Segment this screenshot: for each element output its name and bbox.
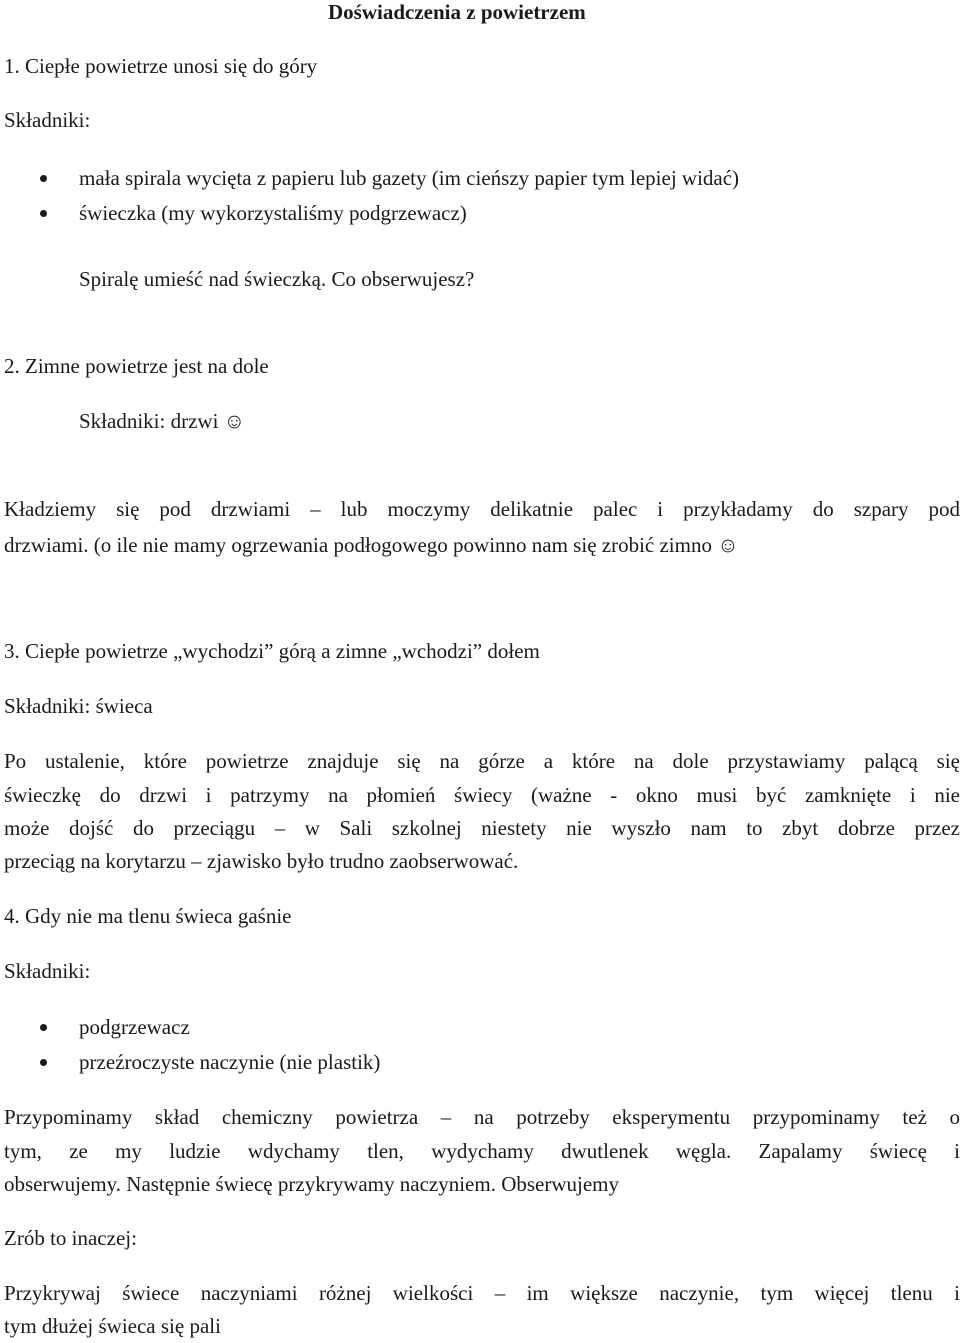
exp4-item: przeźroczyste naczynie (nie plastik) — [79, 1050, 381, 1074]
exp1-item: świeczka (my wykorzystaliśmy podgrzewacz) — [79, 201, 467, 225]
exp3-paragraph-line: może dojść do przeciągu – w Sali szkolnej niestety nie wyszło nam to zbyt dobrze przez — [4, 816, 960, 840]
exp4-heading: 4. Gdy nie ma tlenu świeca gaśnie — [4, 904, 292, 928]
exp2-paragraph-line: drzwiami. (o ile nie mamy ogrzewania podłogowego powinno nam się zrobić zimno ☺ — [4, 533, 739, 557]
bullet-icon — [40, 175, 47, 182]
exp3-paragraph-line: Po ustalenie, które powietrze znajduje się na górze a które na dole przystawiamy palącą się — [4, 749, 960, 773]
exp4-paragraph-line: tym, ze my ludzie wdychamy tlen, wydychamy dwutlenek węgla. Zapalamy świecę i — [4, 1139, 960, 1163]
bullet-icon — [40, 1024, 47, 1031]
exp3-heading: 3. Ciepłe powietrze „wychodzi” górą a zimne „wchodzi” dołem — [4, 639, 540, 663]
exp1-item: mała spirala wycięta z papieru lub gazety (im cieńszy papier tym lepiej widać) — [79, 166, 740, 190]
exp3-ingredients: Składniki: świeca — [4, 694, 153, 718]
exp3-paragraph-line: przeciąg na korytarzu – zjawisko było trudno zaobserwować. — [4, 849, 519, 873]
exp4-item: podgrzewacz — [79, 1015, 190, 1039]
exp3-paragraph-line: świeczkę do drzwi i patrzymy na płomień świecy (ważne - okno musi być zamknięte i nie — [4, 783, 960, 807]
exp1-instruction: Spiralę umieść nad świeczką. Co obserwujesz? — [79, 267, 475, 291]
exp4-ingredients-label: Składniki: — [4, 959, 91, 983]
exp4-variant-line: tym dłużej świeca się pali — [4, 1314, 221, 1338]
exp4-paragraph-line: Przypominamy skład chemiczny powietrza – na potrzeby eksperymentu przypominamy też o — [4, 1105, 960, 1129]
bullet-icon — [40, 210, 47, 217]
exp2-heading: 2. Zimne powietrze jest na dole — [4, 354, 269, 378]
document-title: Doświadczenia z powietrzem — [328, 0, 586, 24]
exp2-paragraph-line: Kładziemy się pod drzwiami – lub moczymy delikatnie palec i przykładamy do szpary pod — [4, 497, 960, 521]
exp4-paragraph-line: obserwujemy. Następnie świecę przykrywamy naczyniem. Obserwujemy — [4, 1172, 620, 1196]
exp4-variant-line: Przykrywaj świece naczyniami różnej wielkości – im większe naczynie, tym więcej tlenu i — [4, 1281, 960, 1305]
exp2-ingredients: Składniki: drzwi ☺ — [79, 409, 246, 433]
bullet-icon — [40, 1059, 47, 1066]
exp1-heading: 1. Ciepłe powietrze unosi się do góry — [4, 54, 318, 78]
exp1-ingredients-label: Składniki: — [4, 108, 91, 132]
exp4-variant-label: Zrób to inaczej: — [4, 1226, 137, 1250]
